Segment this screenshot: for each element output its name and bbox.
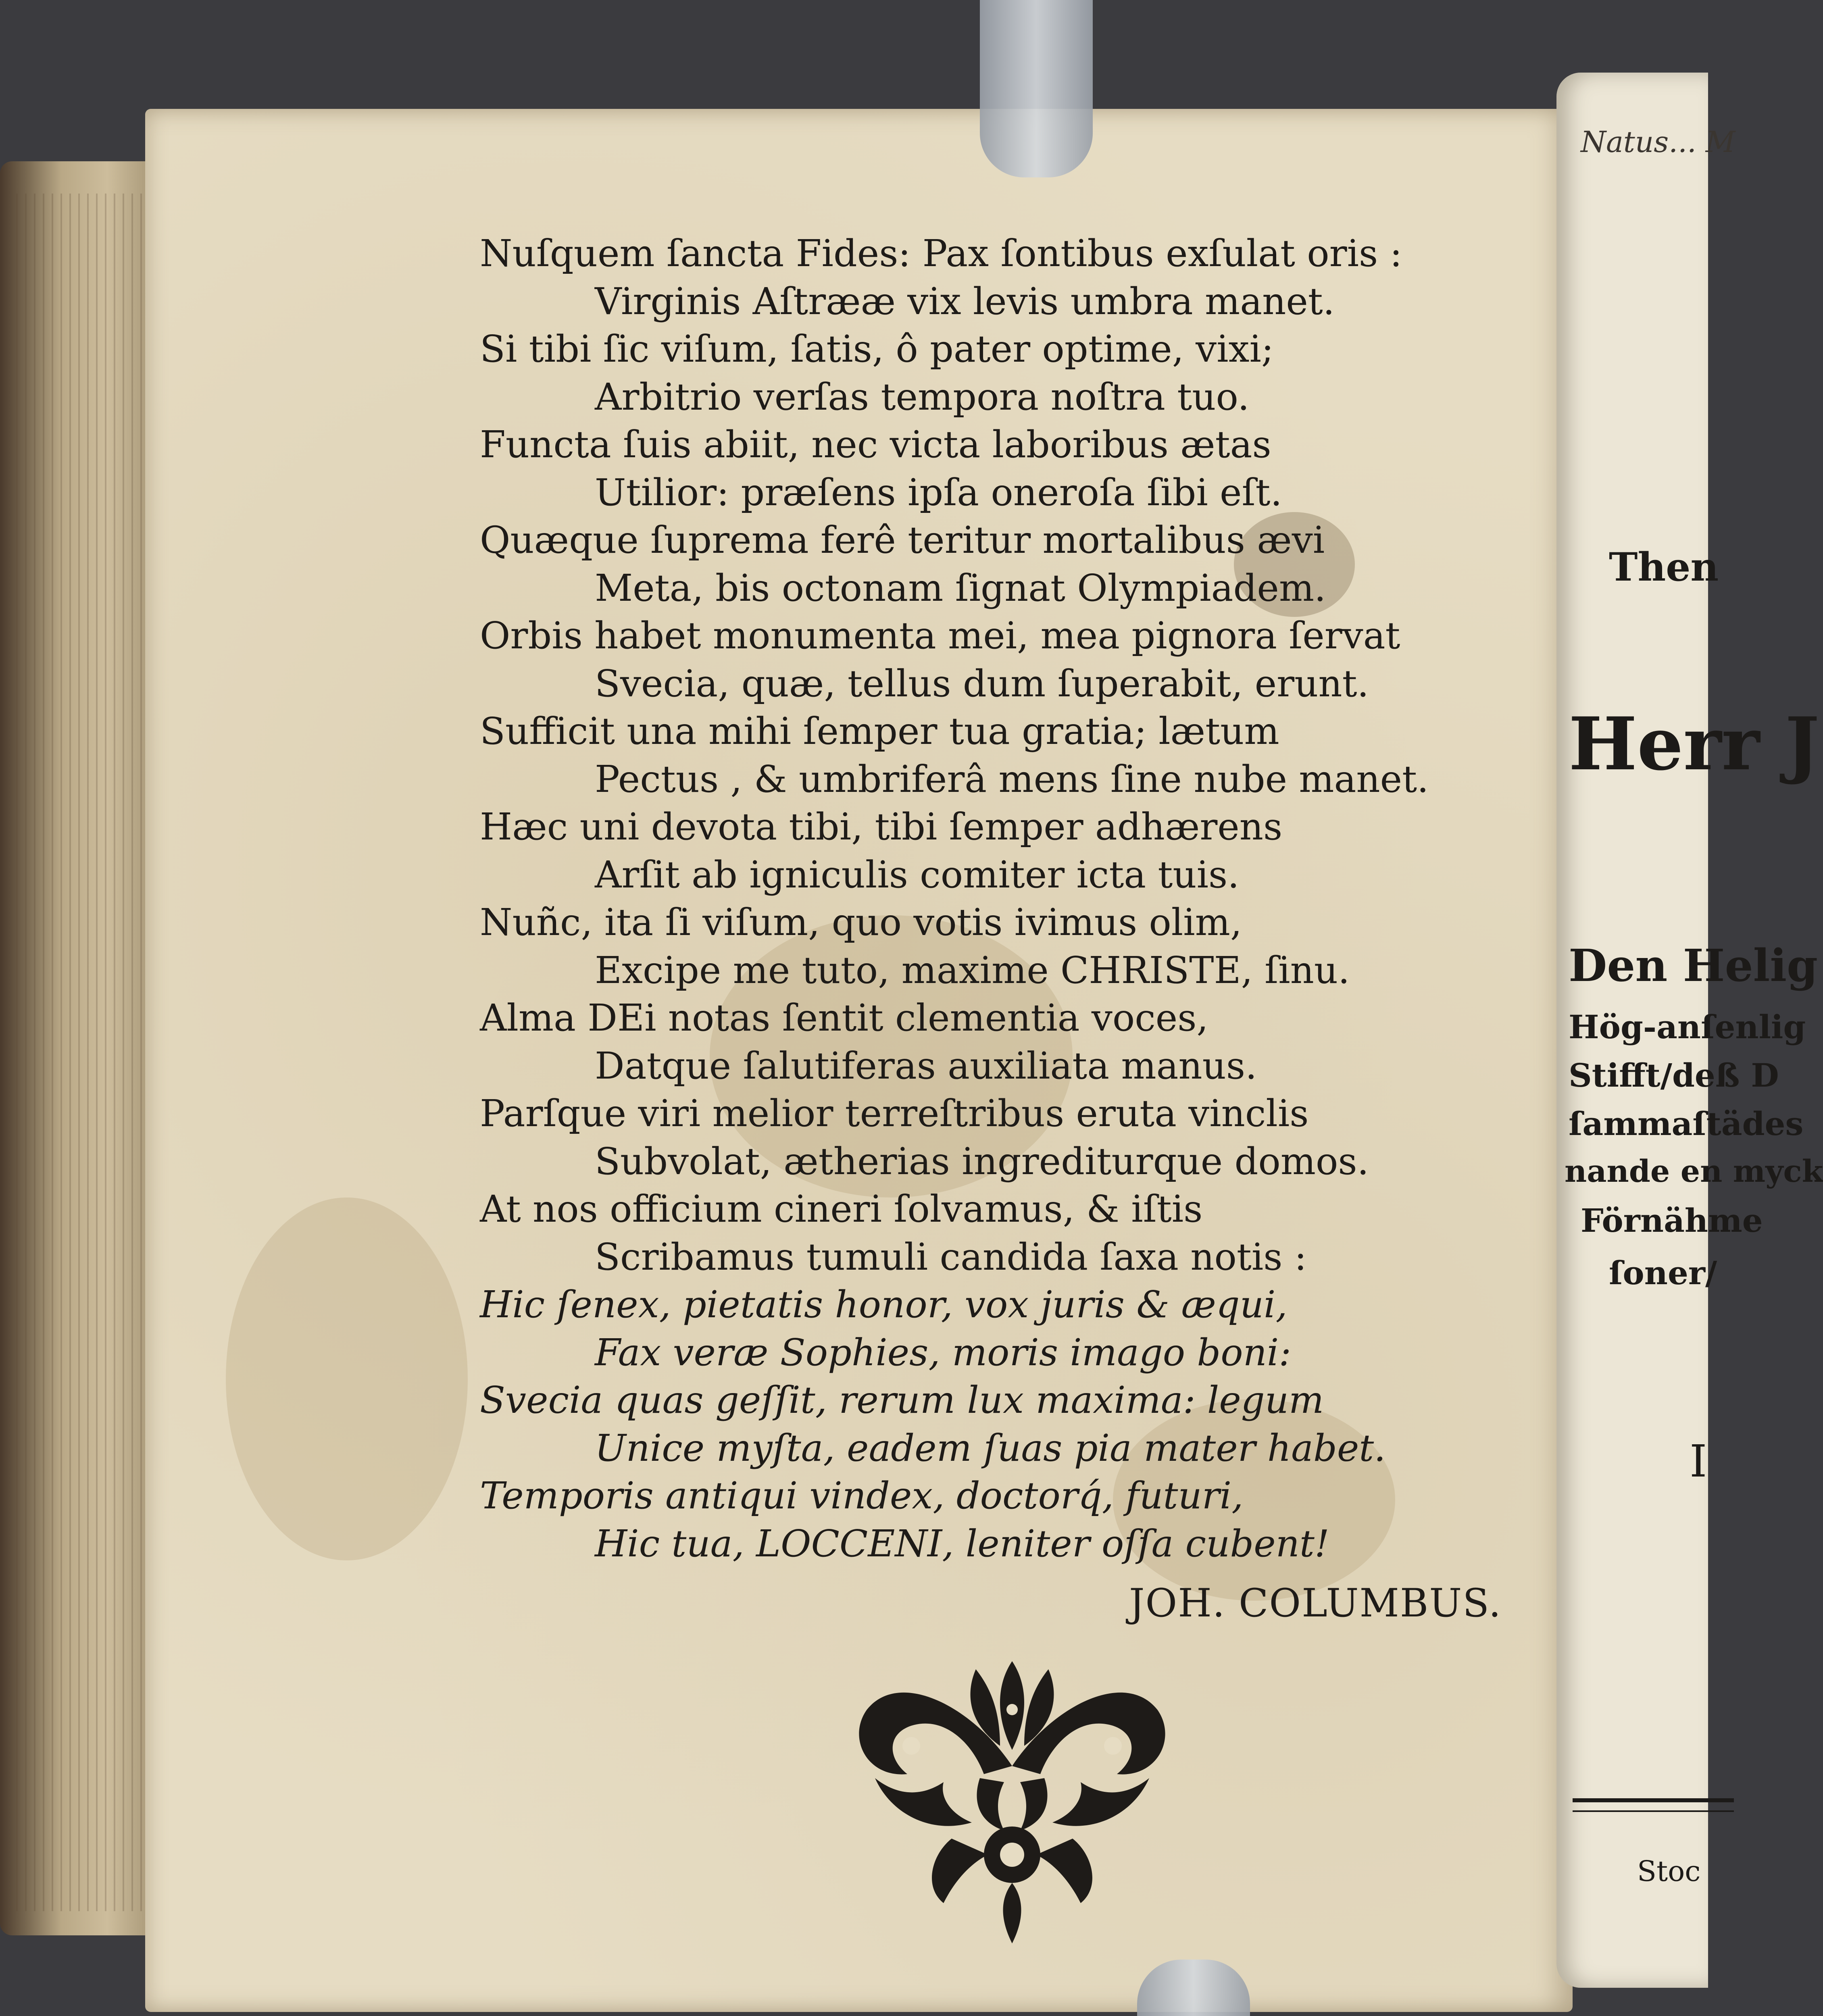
right-page-edge [1556, 73, 1823, 1988]
right-page-line: Hög-anſenlig [1569, 1008, 1806, 1046]
rule [1573, 1810, 1734, 1812]
verse-line: Svecia, quæ, tellus dum ſuperabit, erunt. [595, 662, 1369, 705]
verse-line: Arbitrio verſas tempora noſtra tuo. [595, 375, 1250, 419]
verse-line: Datque ſalutiferas auxiliata manus. [595, 1044, 1257, 1087]
verse-line: Subvolat, ætherias ingrediturque domos. [595, 1139, 1369, 1183]
author-signature: JOH. COLUMBUS. [1129, 1581, 1502, 1626]
verse-line: Alma DEi notas ſentit clementia voces, [480, 996, 1208, 1039]
right-page-line: Herr J [1569, 702, 1820, 787]
verse-line: Virginis Aſtrææ vix levis umbra manet. [595, 279, 1335, 323]
right-page-line: ſoner/ [1609, 1254, 1717, 1292]
page-clip-top [980, 0, 1093, 177]
epitaph-line: Svecia quas geſſit, rerum lux maxima: legum [480, 1379, 1324, 1422]
poem-text [480, 230, 1520, 1568]
epitaph-line: Hic ſenex, pietatis honor, vox juris & æqui, [480, 1283, 1288, 1326]
verse-line: Nuñc, ita ſi viſum, quo votis ivimus olim, [480, 901, 1242, 944]
verse-line: Si tibi ſic viſum, ſatis, ô pater optime, vixi; [480, 327, 1274, 371]
epitaph-line: Temporis antiqui vindex, doctorq́, futuri, [480, 1474, 1244, 1517]
page-edges [16, 194, 145, 1911]
verse-line: Orbis habet monumenta mei, mea pignora ſervat [480, 614, 1400, 657]
epitaph-line: Fax veræ Sophies, moris imago boni: [595, 1331, 1292, 1374]
epitaph-line: Unice myſta, eadem ſuas pia mater habet. [595, 1426, 1386, 1470]
verse-line: Scribamus tumuli candida ſaxa notis : [595, 1235, 1307, 1279]
verse-line: Pectus , & umbriferâ mens ſine nube manet. [595, 757, 1429, 801]
right-page-line: Förnähme [1581, 1202, 1763, 1239]
verse-line: Functa ſuis abiit, nec victa laboribus ætas [480, 423, 1271, 466]
verse-line: Excipe me tuto, maxime CHRISTE, ſinu. [595, 948, 1350, 992]
right-page-line: Stifft/deß D [1569, 1056, 1779, 1094]
right-page-line: ſammaſtädes [1569, 1105, 1804, 1143]
floral-ornament-icon [851, 1645, 1173, 1943]
verse-line: Sufficit una mihi ſemper tua gratia; lætum [480, 710, 1279, 753]
verse-line: Utilior: præſens ipſa oneroſa ſibi eſt. [595, 471, 1282, 514]
verse-line: Quæque ſuprema ferê teritur mortalibus ævi [480, 519, 1325, 562]
right-page-line: nande en myck [1565, 1153, 1823, 1189]
verse-line: Hæc uni devota tibi, tibi ſemper adhærens [480, 805, 1283, 848]
handwritten-note: Natus... M [1581, 125, 1735, 159]
verse-line: Meta, bis octonam ſignat Olympiadem. [595, 566, 1326, 610]
verse-line: At nos officium cineri ſolvamus, & iſtis [480, 1187, 1203, 1231]
epitaph-line: Hic tua, LOCCENI, leniter oſſa cubent! [595, 1522, 1329, 1565]
right-page-line: Den Helig [1569, 939, 1818, 991]
right-page-line: Then [1609, 544, 1719, 590]
right-page-line: Stoc [1637, 1855, 1701, 1888]
verse-line: Nuſquem ſancta Fides: Pax ſontibus exſulat oris : [480, 232, 1402, 275]
rule [1573, 1798, 1734, 1802]
verse-line: Parſque viri melior terreſtribus eruta vinclis [480, 1092, 1309, 1135]
verse-line: Arſit ab igniculis comiter icta tuis. [595, 853, 1240, 896]
right-page-line: I [1690, 1435, 1707, 1487]
